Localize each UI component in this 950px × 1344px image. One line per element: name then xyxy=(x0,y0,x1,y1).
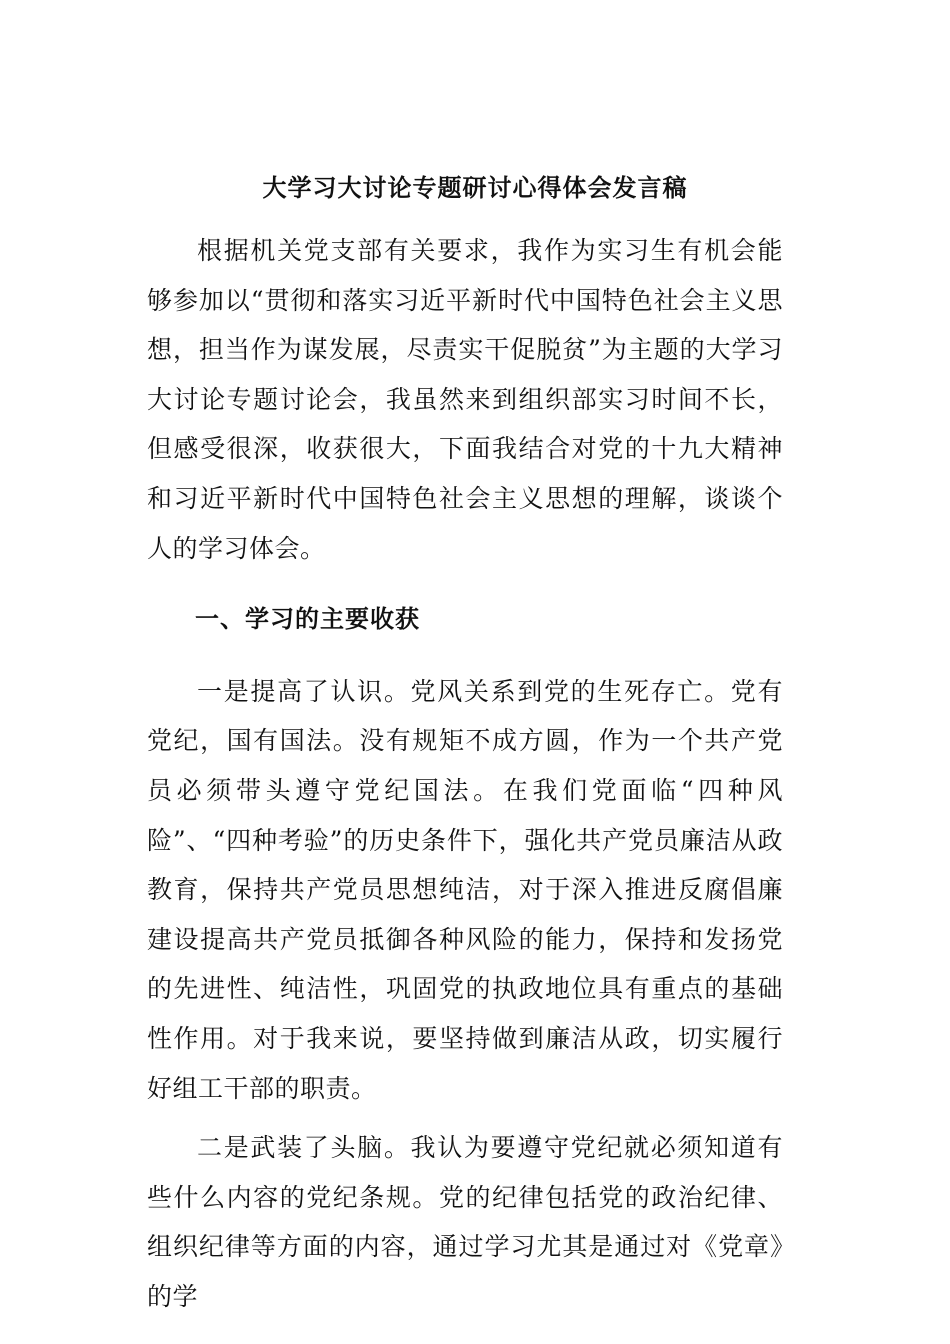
paragraph-awareness: 一是提高了认识。党风关系到党的生死存亡。党有党纪，国有国法。没有规矩不成方圆，作为一个共产党员必须带头遵守党纪国法。在我们党面临“四种风险”、“四种考验”的历史条件下，强化共产党员廉洁从政教育，保持共产党员思想纯洁，对于深入推进反腐倡廉建设提高共产党员抵御各种风险的能力，保持和发扬党的先进性、纯洁性，巩固党的执政地位具有重点的基础性作用。对于我来说，要坚持做到廉洁从政，切实履行好组工干部的职责。 xyxy=(147,676,783,1103)
document-title: 大学习大讨论专题研讨心得体会发言稿 xyxy=(262,174,688,202)
paragraph-mind: 二是武装了头脑。我认为要遵守党纪就必须知道有些什么内容的党纪条规。党的纪律包括党的政治纪律、组织纪律等方面的内容，通过学习尤其是通过对《党章》的学 xyxy=(147,1133,783,1311)
section-heading: 一、学习的主要收获 xyxy=(195,605,420,634)
intro-paragraph: 根据机关党支部有关要求，我作为实习生有机会能够参加以“贯彻和落实习近平新时代中国特色社会主义思想，担当作为谋发展，尽责实干促脱贫”为主题的大学习大讨论专题讨论会，我虽然来到组织部实习时间不长，但感受很深，收获很大，下面我结合对党的十九大精神和习近平新时代中国特色社会主义思想的理解，谈谈个人的学习体会。 xyxy=(147,236,783,563)
document-body xyxy=(147,226,783,1321)
